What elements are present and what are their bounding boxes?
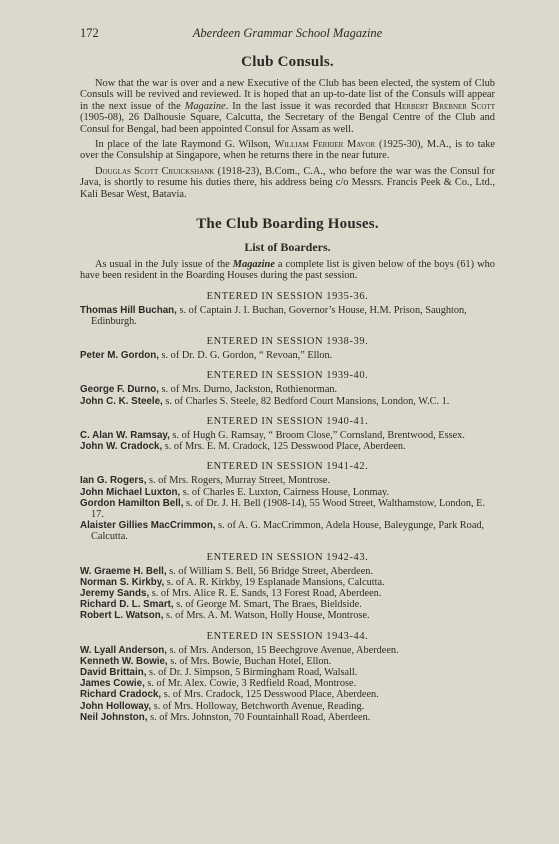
boarder-entry bbox=[80, 667, 495, 678]
boarder-entry bbox=[80, 656, 495, 667]
text-run: (1905-08), 26 Dalhousie Square, Calcutta, the Secretary of the Bengal Centre of the Club and Consul for Bengal, had been appointed Consul for Assam as well. bbox=[80, 112, 495, 135]
boarder-entry bbox=[80, 441, 495, 452]
styled-text-run: Herbert Brebner Scott bbox=[394, 100, 495, 112]
boarder-detail: s. of George M. Smart, The Braes, Bieldside. bbox=[173, 599, 362, 611]
session-heading: ENTERED IN SESSION 1941-42. bbox=[206, 461, 369, 473]
text-run: (1918-23), B.Com., C.A., who before the war was the Consul for Java, is shortly to resume his duties there, his address being c/o Messrs. Francis Peek & Co., Ltd., Kali Besar West, Batavia. bbox=[80, 165, 495, 200]
boarder-entry bbox=[80, 689, 495, 700]
boarder-detail: s. of Mrs. Anderson, 15 Beechgrove Avenue, Aberdeen. bbox=[166, 644, 399, 656]
club-consuls-body bbox=[80, 78, 495, 200]
boarder-detail: s. of Dr. D. G. Gordon, “ Revoan,” Ellon. bbox=[158, 350, 333, 362]
boarder-name: Richard D. L. Smart, bbox=[80, 599, 174, 611]
boarding-intro bbox=[80, 259, 495, 282]
boarder-entry bbox=[80, 577, 495, 588]
text-run: As usual in the July issue of the bbox=[95, 259, 233, 271]
session-heading: ENTERED IN SESSION 1942-43. bbox=[206, 551, 369, 563]
boarder-name: Richard Cradock, bbox=[80, 689, 162, 701]
boarder-name: Thomas Hill Buchan, bbox=[80, 304, 177, 316]
boarder-name: Kenneth W. Bowie, bbox=[80, 655, 168, 667]
styled-text-run: Magazine bbox=[232, 259, 275, 271]
styled-text-run: Magazine bbox=[184, 100, 226, 112]
boarder-detail: s. of Mrs. Cradock, 125 Desswood Place, Aberdeen. bbox=[161, 689, 379, 701]
text-run: In place of the late Raymond G. Wilson, bbox=[95, 139, 275, 151]
boarder-detail: s. of A. G. MacCrimmon, Adela House, Baleygunge, Park Road, Calcutta. bbox=[91, 520, 485, 543]
boarder-name: Peter M. Gordon, bbox=[80, 350, 159, 362]
session-heading: ENTERED IN SESSION 1938-39. bbox=[206, 336, 369, 348]
boarder-entry bbox=[80, 520, 495, 542]
boarder-entry bbox=[80, 498, 495, 520]
boarder-detail: s. of Mrs. Bowie, Buchan Hotel, Ellon. bbox=[167, 655, 332, 667]
consuls-paragraph bbox=[80, 166, 495, 200]
running-head bbox=[80, 26, 495, 44]
boarder-detail: s. of Charles E. Luxton, Cairness House, Lonmay. bbox=[180, 486, 390, 498]
boarder-detail: s. of Mrs. Alice R. E. Sands, 13 Forest Road, Aberdeen. bbox=[149, 587, 382, 599]
boarder-name: George F. Durno, bbox=[80, 384, 159, 396]
boarder-name: C. Alan W. Ramsay, bbox=[80, 429, 170, 441]
boarder-entry bbox=[80, 678, 495, 689]
boarder-name: Norman S. Kirkby, bbox=[80, 576, 165, 588]
boarder-entry bbox=[80, 588, 495, 599]
boarder-name: Robert L. Watson, bbox=[80, 610, 164, 622]
boarder-entry bbox=[80, 645, 495, 656]
boarder-entry bbox=[80, 396, 495, 407]
styled-text-run: William Ferrier Mavor bbox=[274, 139, 376, 151]
boarder-detail: s. of Captain J. I. Buchan, Governor’s House, H.M. Prison, Saughton, Edinburgh. bbox=[91, 304, 467, 328]
boarder-detail: s. of Mrs. Johnston, 70 Fountainhall Road, Aberdeen. bbox=[147, 711, 371, 723]
consuls-paragraph bbox=[80, 78, 495, 135]
boarder-name: Neil Johnston, bbox=[80, 711, 148, 723]
boarder-name: James Cowie, bbox=[80, 678, 145, 690]
boarder-detail: s. of Mrs. A. M. Watson, Holly House, Montrose. bbox=[163, 610, 370, 622]
session-heading: ENTERED IN SESSION 1940-41. bbox=[206, 415, 369, 427]
boarder-name: W. Lyall Anderson, bbox=[80, 644, 167, 656]
boarder-detail: s. of Mrs. Durno, Jackston, Rothienorman. bbox=[158, 384, 338, 396]
session-heading: ENTERED IN SESSION 1943-44. bbox=[206, 630, 369, 642]
boarder-entry bbox=[80, 712, 495, 723]
boarder-entry bbox=[80, 384, 495, 395]
boarder-detail: s. of Hugh G. Ramsay, “ Broom Close,” Cornsland, Brentwood, Essex. bbox=[169, 429, 465, 441]
boarder-entry bbox=[80, 701, 495, 712]
page-number: 172 bbox=[80, 26, 99, 40]
boarding-houses-title: The Club Boarding Houses. bbox=[196, 216, 379, 233]
boarder-detail: s. of Dr. J. Simpson, 5 Birmingham Road, Walsall. bbox=[146, 666, 358, 678]
text-run: a complete list is given below of the boys (61) who have been resident in the Boarding Houses during the past session. bbox=[80, 259, 495, 282]
styled-text-run: Douglas Scott Cruickshank bbox=[95, 165, 215, 177]
boarder-detail: s. of A. R. Kirkby, 19 Esplanade Mansions, Calcutta. bbox=[164, 576, 385, 588]
session-heading: ENTERED IN SESSION 1939-40. bbox=[206, 370, 369, 382]
boarder-entry bbox=[80, 566, 495, 577]
boarder-entry bbox=[80, 305, 495, 327]
boarder-name: Jeremy Sands, bbox=[80, 587, 150, 599]
text-run: Now that the war is over and a new Executive of the Club has been elected, the system of Club Consuls will be revived and reviewed. It is hoped that an up-to-date list of the Consuls will appear in the next issue of the bbox=[80, 78, 495, 112]
boarder-entry bbox=[80, 610, 495, 621]
boarder-detail: s. of William S. Bell, 56 Bridge Street, Aberdeen. bbox=[166, 565, 374, 577]
boarder-name: W. Graeme H. Bell, bbox=[80, 565, 167, 577]
boarder-name: John Michael Luxton, bbox=[80, 486, 181, 498]
boarder-name: John Holloway, bbox=[80, 700, 152, 712]
session-heading: ENTERED IN SESSION 1935-36. bbox=[206, 290, 369, 302]
boarder-name: Ian G. Rogers, bbox=[80, 475, 147, 487]
list-of-boarders-subtitle: List of Boarders. bbox=[244, 240, 331, 255]
boarder-detail: s. of Mrs. Rogers, Murray Street, Montrose. bbox=[146, 475, 331, 487]
boarder-sessions bbox=[80, 291, 495, 723]
club-consuls-title: Club Consuls. bbox=[241, 54, 334, 70]
boarder-detail: s. of Charles S. Steele, 82 Bedford Court Mansions, London, W.C. 1. bbox=[162, 395, 450, 407]
boarder-name: David Brittain, bbox=[80, 666, 147, 678]
consuls-paragraph bbox=[80, 139, 495, 162]
boarder-name: John W. Cradock, bbox=[80, 441, 163, 453]
text-run: (1925-30), M.A., is to take over the Consulship at Singapore, when he returns there in the near future. bbox=[80, 139, 496, 162]
boarder-entry bbox=[80, 430, 495, 441]
boarder-entry bbox=[80, 350, 495, 361]
boarder-detail: s. of Dr. J. H. Bell (1908-14), 55 Wood Street, Walthamstow, London, E. 17. bbox=[91, 497, 486, 520]
boarder-name: Gordon Hamilton Bell, bbox=[80, 497, 184, 509]
boarder-entry bbox=[80, 487, 495, 498]
text-run: . In the last issue it was recorded that bbox=[225, 100, 395, 112]
journal-title: Aberdeen Grammar School Magazine bbox=[192, 26, 383, 40]
boarder-entry bbox=[80, 599, 495, 610]
boarder-detail: s. of Mr. Alex. Cowie, 3 Redfield Road, Montrose. bbox=[144, 678, 357, 690]
boarder-detail: s. of Mrs. E. M. Cradock, 125 Desswood Place, Aberdeen. bbox=[162, 441, 406, 453]
boarder-name: John C. K. Steele, bbox=[80, 395, 163, 407]
boarder-entry bbox=[80, 475, 495, 486]
boarder-name: Alaister Gillies MacCrimmon, bbox=[80, 520, 216, 532]
boarder-detail: s. of Mrs. Holloway, Betchworth Avenue, Reading. bbox=[151, 700, 365, 712]
